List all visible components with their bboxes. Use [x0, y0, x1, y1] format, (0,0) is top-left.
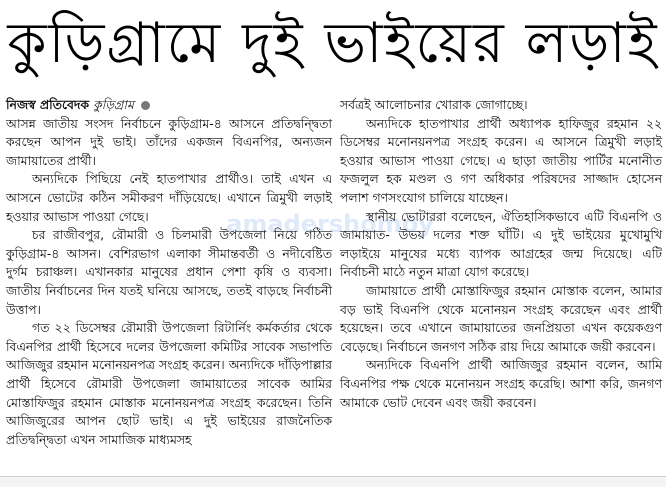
paragraph: অন্যদিকে পিছিয়ে নেই হাতপাখার প্রার্থীও। তাই এখন এ আসনে ভোটের কঠিন সমীকরণ দাঁড়িয়েছে। এখানে ত্রিমুখী লড়াই হওয়ার আভাস পাওয়া গেছে। [6, 171, 332, 224]
paragraph: জামায়াতে প্রার্থী মোস্তাফিজুর রহমান মোস্তাক বলেন, আমার বড় ভাই বিএনপি থেকে মনোনয়ন সংগ্রহ করেছেন এবং প্রার্থী হয়েছেন। তবে এখানে জামায়াতের জনপ্রিয়তা এখন কয়েকগুণ বেড়েছে। নির্বাচনে জনগণ সঠিক রায় দিয়ে আমাকে জয়ী করবেন। [340, 282, 662, 354]
paragraph: চর রাজীবপুর, রৌমারী ও চিলমারী উপজেলা নিয়ে গঠিত কুড়িগ্রাম-৪ আসন। বেশিরভাগ এলাকা সীমান্তবর্তী ও নদীবেষ্টিত দুর্গম চরাঞ্চল। এখানকার মানুষের প্রধান পেশা কৃষি ও ব্যবসা। জাতীয় নির্বাচনের দিন যতই ঘনিয়ে আসছে, ততই বাড়ছে নির্বাচনী উত্তাপ। [6, 227, 332, 317]
paragraph: গত ২২ ডিসেম্বর রৌমারী উপজেলা রিটার্নিং কর্মকর্তার থেকে বিএনপির প্রার্থী হিসেবে দলের উপজেলা কমিটির সাবেক সভাপতি আজিজুর রহমান মনোনয়নপত্র সংগ্রহ করেন। অন্যদিকে দাঁড়িপাল্লার প্রার্থী হিসেবে রৌমারী উপজেলা জামায়াতের সাবেক আমির মোস্তাফিজুর রহমান মোস্তাক মনোনয়নপত্র সংগ্রহ করেছেন। তিনি আজিজুরের আপন ছোট ভাই। এ দুই ভাইয়ের রাজনৈতিক প্রতিদ্বন্দ্বিতা এখন সামাজিক মাধ্যমসহ [6, 320, 332, 447]
paragraph: সর্বত্রই আলোচনার খোরাক জোগাচ্ছে। [340, 97, 528, 112]
byline-reporter: নিজস্ব প্রতিবেদক [6, 97, 90, 112]
bullet-icon [141, 101, 150, 110]
byline [6, 96, 332, 115]
paragraph: অন্যদিকে হাতপাখার প্রার্থী অধ্যাপক হাফিজুর রহমান ২২ ডিসেম্বর মনোনয়নপত্র সংগ্রহ করেন। এ আসনে ত্রিমুখী লড়াই হওয়ার আভাস পাওয়া গেছে। এ ছাড়া জাতীয় পার্টির মনোনীত ফজলুল হক মণ্ডল ও গণ অধিকার পরিষদের সাজ্জাদ হোসেন পলাশ গণসংযোগ চালিয়ে যাচ্ছেন। [340, 115, 662, 205]
watermark: amadershomoy [226, 210, 434, 238]
article-column-right [340, 96, 662, 412]
headline: কুড়িগ্রামে দুই ভাইয়ের লড়াই [7, 11, 659, 76]
byline-location: কুড়িগ্রাম [93, 97, 134, 112]
paragraph: স্থানীয় ভোটাররা বলেছেন, ঐতিহাসিকভাবে এটি বিএনপি ও জামায়াত- উভয় দলের শক্ত ঘাঁটি। এ দুই ভাইয়ের মুখোমুখি লড়াইয়ে মানুষের মধ্যে ব্যাপক আগ্রহের জন্ম দিয়েছে। এটি নির্বাচনী মাঠে নতুন মাত্রা যোগ করেছে। [340, 208, 662, 280]
paragraph: আসন্ন জাতীয় সংসদ নির্বাচনে কুড়িগ্রাম-৪ আসনে প্রতিদ্বন্দ্বিতা করছেন আপন দুই ভাই। তাঁদের একজন বিএনপির, অন্যজন জামায়াতের প্রার্থী। [6, 115, 332, 168]
page-bottom-strip [0, 476, 666, 487]
article-column-left [6, 96, 332, 449]
paragraph: অন্যদিকে বিএনপি প্রার্থী আজিজুর রহমান বলেন, আমি বিএনপির পক্ষ থেকে মনোনয়ন সংগ্রহ করেছি। আশা করি, জনগণ আমাকে ভোট দেবেন এবং জয়ী করবেন। [340, 357, 662, 410]
